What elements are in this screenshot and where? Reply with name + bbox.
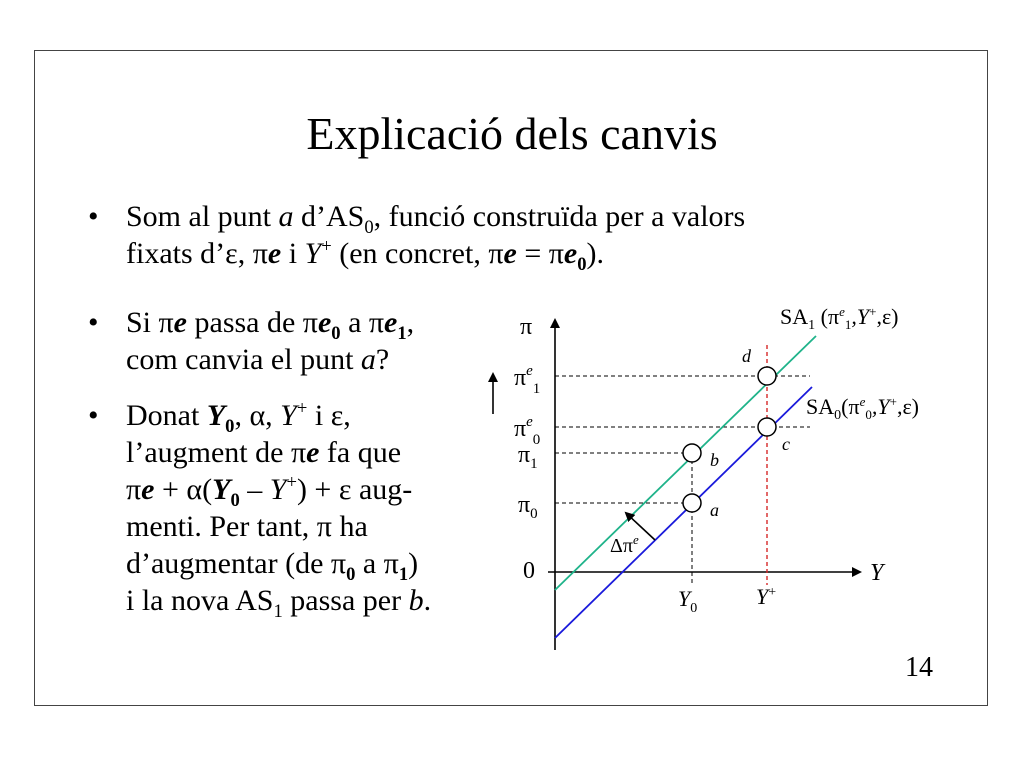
bullet-dot: • bbox=[88, 306, 99, 339]
text-line: Si πe passa de $\pi e_0$ a $\pi e_1$, bbox=[126, 306, 415, 344]
text-line: Donat $Y_0$, α, Y+ i ε, bbox=[126, 398, 351, 437]
text-line: l’augment de πe fa que bbox=[126, 436, 402, 469]
point-d-marker bbox=[758, 367, 776, 385]
pi-1-label: $\pi_1$ bbox=[518, 442, 538, 472]
text-line: $\pi e + \alpha(Y_0 - Y^+) + \varepsilon$ aug- bbox=[126, 472, 413, 511]
sa1-curve bbox=[555, 336, 816, 590]
y-axis-label: π bbox=[520, 314, 533, 340]
bullet-dot: • bbox=[88, 200, 99, 233]
point-b-marker bbox=[683, 444, 701, 462]
sa0-label: $SA_0(\pi^e_0,Y^+,\varepsilon)$ bbox=[806, 394, 920, 423]
point-c-marker bbox=[758, 418, 776, 436]
point-b-label: b bbox=[710, 450, 719, 470]
text-line: d’augmentar (de $\pi_0$ a $\pi_1$) bbox=[126, 547, 419, 585]
bullet-dot: • bbox=[88, 399, 99, 432]
text-line: menti. Per tant, π ha bbox=[126, 510, 368, 543]
point-d-label: d bbox=[742, 346, 751, 366]
delta-pe-label: $\Delta\pi^e$ bbox=[610, 532, 639, 557]
text-line: i la nova $AS_1$ passa per b. bbox=[126, 584, 432, 622]
point-a-label: a bbox=[710, 500, 719, 520]
slide-title: Explicació dels canvis bbox=[306, 108, 718, 159]
pi-0-label: $\pi_0$ bbox=[518, 492, 538, 522]
pi-e1-label: $\pi^e_1$ bbox=[514, 363, 541, 397]
yplus-label: Y+ bbox=[756, 584, 777, 609]
y0-label: $Y_0$ bbox=[678, 586, 698, 616]
text-line: com canvia el punt a? bbox=[126, 343, 390, 376]
point-c-label: c bbox=[782, 434, 790, 454]
x-axis-label: Y bbox=[870, 560, 884, 586]
pi-e0-label: $\pi^e_0$ bbox=[514, 414, 541, 448]
origin-label: 0 bbox=[523, 558, 535, 584]
sa1-label: $SA_1$ $(\pi^e_1,Y^+,\varepsilon)$ bbox=[780, 304, 899, 333]
text-line: fixats d’ε, πe i Y+ (en concret, $\pi e = \pi e_0$). bbox=[126, 236, 605, 275]
page-number: 14 bbox=[905, 652, 933, 683]
point-a-marker bbox=[683, 494, 701, 512]
text-line: Som al punt a $d’AS_0$, funció construïda per a valors bbox=[126, 200, 746, 238]
